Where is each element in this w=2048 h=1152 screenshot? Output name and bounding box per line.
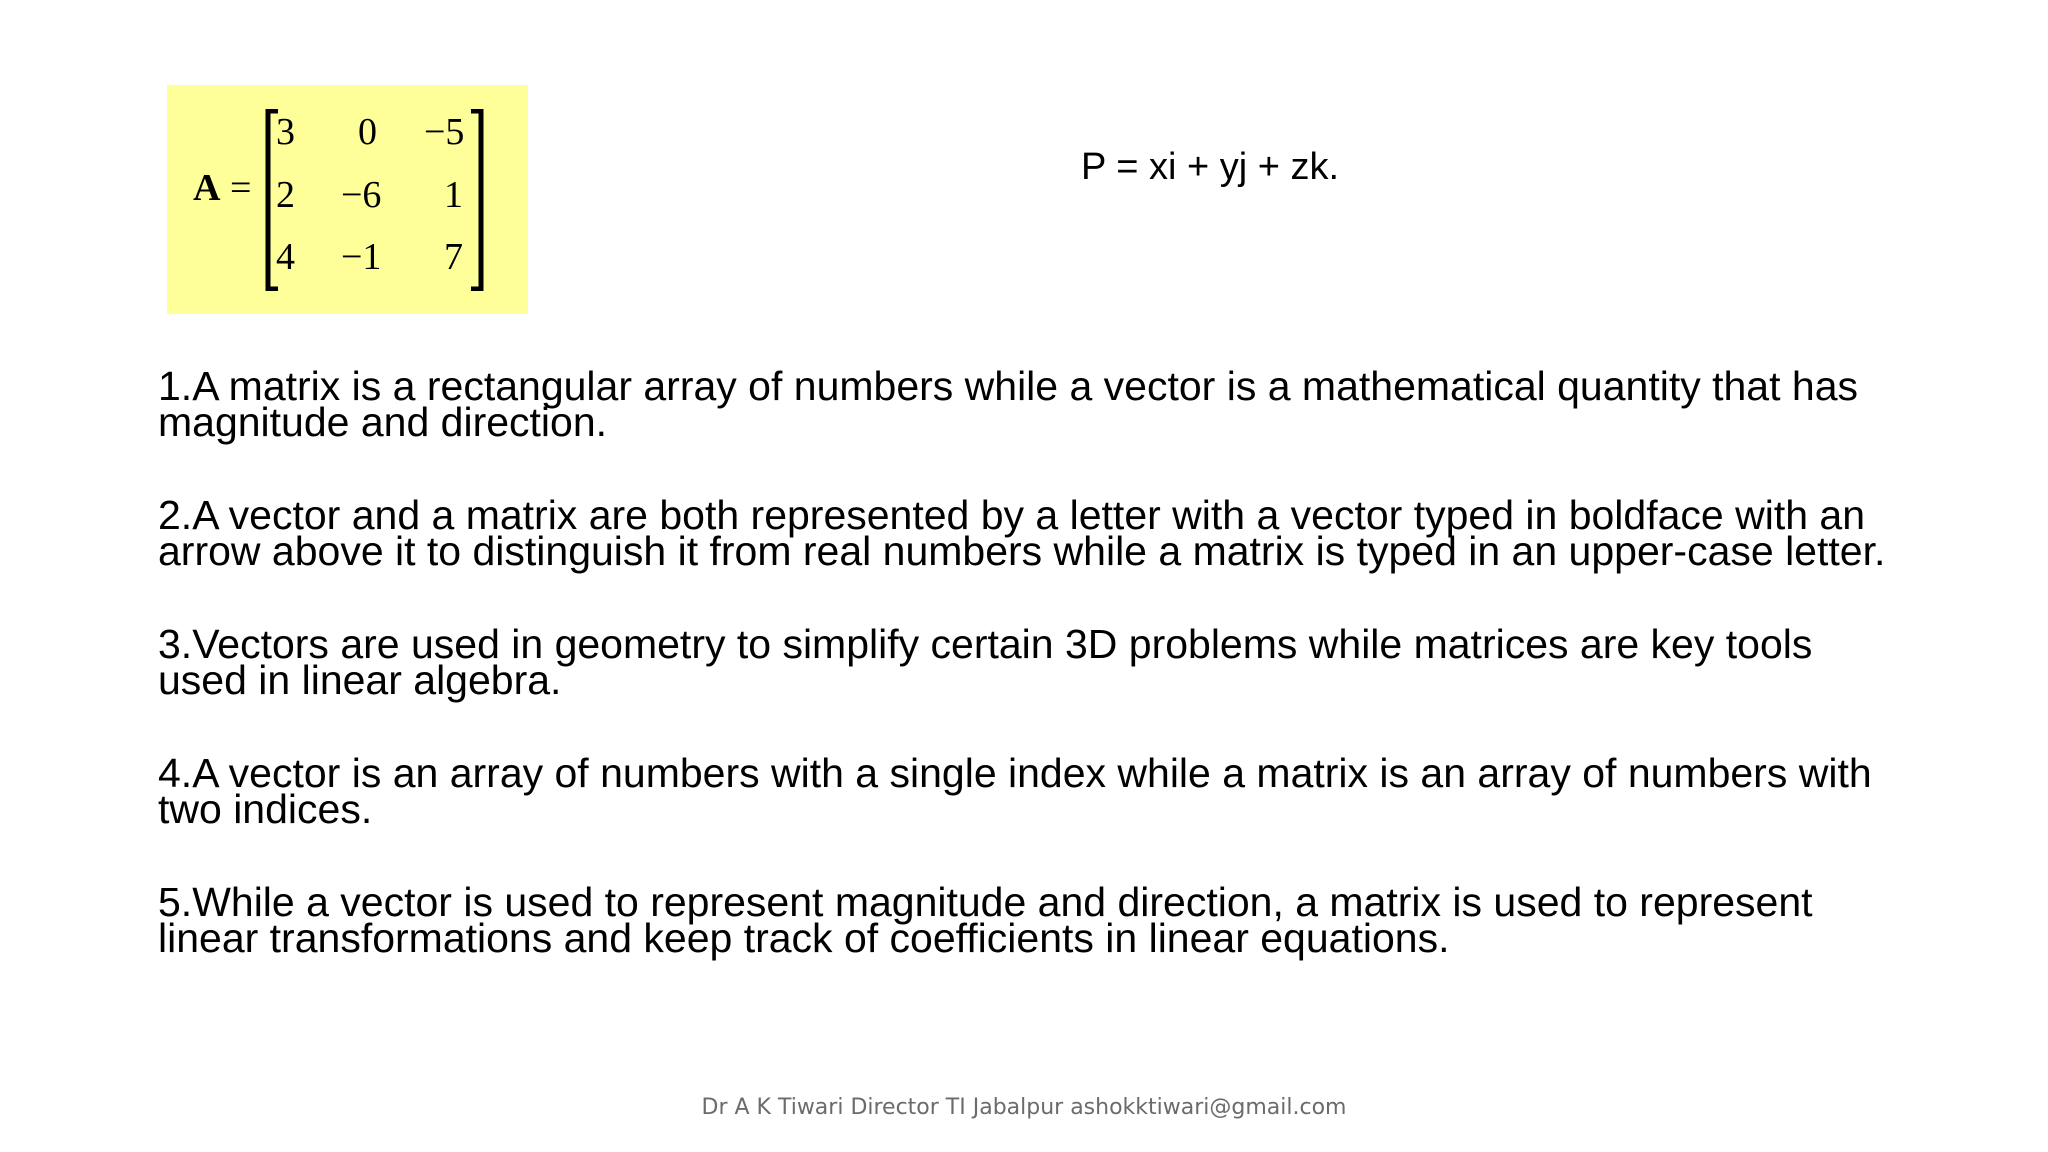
matrix-grid <box>270 113 480 287</box>
matrix-cell-r3c3: 7 <box>444 236 463 278</box>
matrix-cell-r3c1: 4 <box>276 236 295 278</box>
point-5: 5.While a vector is used to represent magnitude and direction, a matrix is used to represent linear transformations and keep track of coefficients in linear equations. <box>158 879 1813 961</box>
point-2: 2.A vector and a matrix are both represented by a letter with a vector typed in boldface with an arrow above it to distinguish it from real numbers while a matrix is typed in an upper-case letter. <box>158 492 1886 574</box>
matrix-label <box>193 169 251 207</box>
matrix-figure <box>167 85 528 314</box>
matrix-cell-r1c1: 3 <box>276 111 295 153</box>
point-4: 4.A vector is an array of numbers with a single index while a matrix is an array of numbers with two indices. <box>158 750 1872 832</box>
point-3: 3.Vectors are used in geometry to simplify certain 3D problems while matrices are key tools used in linear algebra. <box>158 621 1813 703</box>
footer-credit: Dr A K Tiwari Director TI Jabalpur ashokktiwari@gmail.com <box>701 1095 1347 1120</box>
matrix-equals-sign: = <box>229 167 252 209</box>
comparison-points <box>158 363 1908 961</box>
matrix-cell-r1c2: 0 <box>358 111 377 153</box>
matrix-cell-r3c2: −1 <box>341 236 382 278</box>
vector-equation: P = xi + yj + zk. <box>1081 146 1340 188</box>
matrix-name: A <box>193 167 221 209</box>
point-1: 1.A matrix is a rectangular array of numbers while a vector is a mathematical quantity that has magnitude and direction. <box>158 363 1858 445</box>
matrix-cell-r2c3: 1 <box>444 174 463 216</box>
matrix-cell-r2c2: −6 <box>341 174 382 216</box>
matrix-cell-r1c3: −5 <box>424 111 465 153</box>
matrix-cell-r2c1: 2 <box>276 174 295 216</box>
